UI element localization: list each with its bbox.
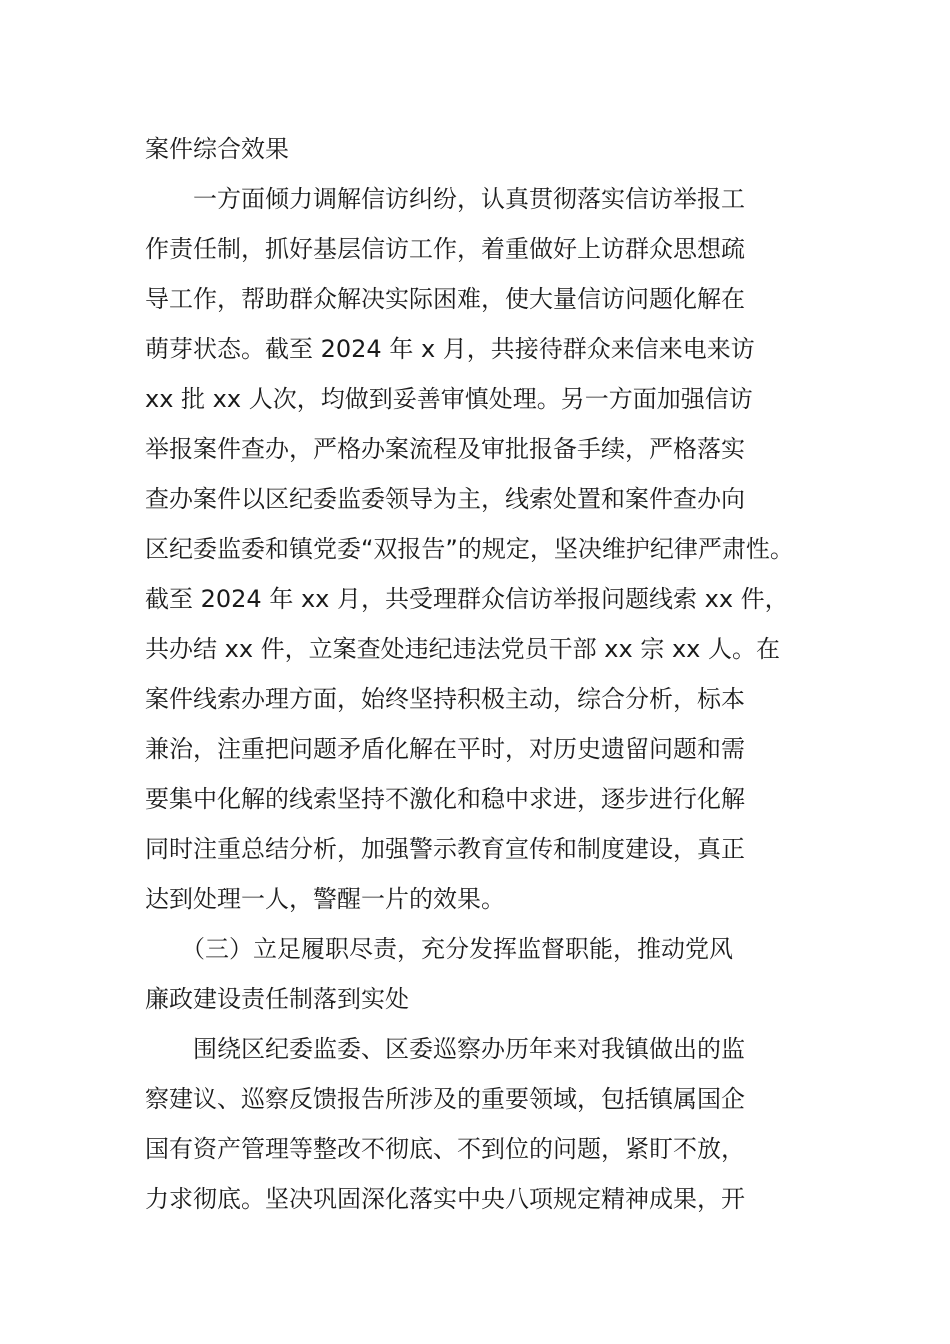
text-line: 案件综合效果 [145, 135, 289, 163]
text-line: 达到处理一人，警醒一片的效果。 [145, 885, 505, 913]
text-line: 要集中化解的线索坚持不激化和稳中求进，逐步进行化解 [145, 785, 745, 813]
text-line: 同时注重总结分析，加强警示教育宣传和制度建设，真正 [145, 835, 745, 863]
text-line: 查办案件以区纪委监委领导为主，线索处置和案件查办向 [145, 485, 745, 513]
text-line: 兼治，注重把问题矛盾化解在平时，对历史遗留问题和需 [145, 735, 745, 763]
document-body [145, 124, 845, 1224]
text-line: 力求彻底。坚决巩固深化落实中央八项规定精神成果，开 [145, 1185, 745, 1213]
section-heading-line: 廉政建设责任制落到实处 [145, 985, 409, 1013]
text-line: 区纪委监委和镇党委“双报告”的规定，坚决维护纪律严肃性。 [145, 535, 794, 563]
text-line: 萌芽状态。截至 2024 年 x 月，共接待群众来信来电来访 [145, 335, 755, 363]
text-line: 一方面倾力调解信访纠纷，认真贯彻落实信访举报工 [145, 185, 745, 213]
text-line: 举报案件查办，严格办案流程及审批报备手续，严格落实 [145, 435, 745, 463]
text-line: 围绕区纪委监委、区委巡察办历年来对我镇做出的监 [145, 1035, 745, 1063]
text-line: 共办结 xx 件，立案查处违纪违法党员干部 xx 宗 xx 人。在 [145, 635, 780, 663]
text-line: 作责任制，抓好基层信访工作，着重做好上访群众思想疏 [145, 235, 745, 263]
text-line: 国有资产管理等整改不彻底、不到位的问题，紧盯不放， [145, 1135, 745, 1163]
text-line: 案件线索办理方面，始终坚持积极主动，综合分析，标本 [145, 685, 745, 713]
section-heading-line: （三）立足履职尽责，充分发挥监督职能，推动党风 [145, 935, 733, 963]
text-line: 截至 2024 年 xx 月，共受理群众信访举报问题线索 xx 件， [145, 585, 789, 613]
text-line: 察建议、巡察反馈报告所涉及的重要领域，包括镇属国企 [145, 1085, 745, 1113]
text-line: 导工作，帮助群众解决实际困难，使大量信访问题化解在 [145, 285, 745, 313]
text-line: xx 批 xx 人次，均做到妥善审慎处理。另一方面加强信访 [145, 385, 753, 413]
